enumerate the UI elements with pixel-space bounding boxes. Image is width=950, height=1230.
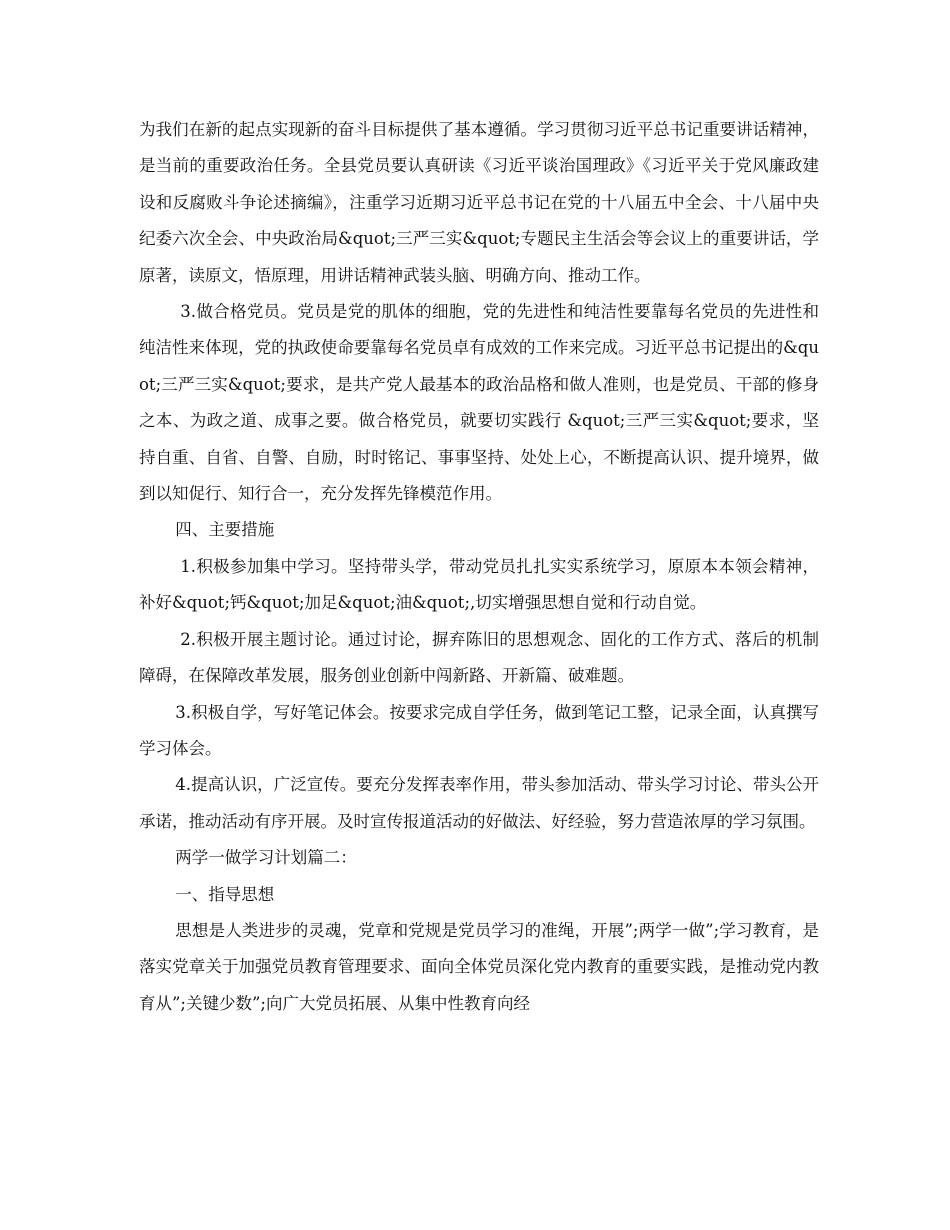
paragraph-guiding-ideology: 思想是人类进步的灵魂，党章和党规是党员学习的准绳，开展”;两学一做”;学习教育，是落实党章关于加强党员教育管理要求、面向全体党员深化党内教育的重要实践，是推动党内教育从”;关键少数”;向广大党员拓展、从集中性教育向经 (139, 920, 819, 1013)
paragraph-measure-3: 3.积极自学，写好笔记体会。按要求完成自学任务，做到笔记工整，记录全面，认真撰写学习体会。 (139, 702, 819, 758)
paragraph-measure-4: 4.提高认识，广泛宣传。要充分发挥表率作用，带头参加活动、带头学习讨论、带头公开承诺，推动活动有序开展。及时宣传报道活动的好做法、好经验，努力营造浓厚的学习氛围。 (139, 775, 819, 831)
paragraph-measure-2: 2.积极开展主题讨论。通过讨论，摒弃陈旧的思想观念、固化的工作方式、落后的机制障碍，在保障改革发展，服务创业创新中闯新路、开新篇、破难题。 (139, 629, 819, 686)
section-heading-guiding-ideology: 一、指导思想 (175, 884, 275, 904)
paragraph-study-speech: 为我们在新的起点实现新的奋斗目标提供了基本遵循。学习贯彻习近平总书记重要讲话精神，是当前的重要政治任务。全县党员要认真研读《习近平谈治国理政》《习近平关于党风廉政建设和反腐败斗争论述摘编》，注重学习近期习近平总书记在党的十八届五中全会、十八届中央纪委六次全会、中央政治局&quot;三严三实&quot;专题民主生活会等会议上的重要讲话，学原著，读原文，悟原理，用讲话精神武装头脑、明确方向、推动工作。 (139, 120, 819, 285)
paragraph-qualified-member: 3.做合格党员。党员是党的肌体的细胞，党的先进性和纯洁性要靠每名党员的先进性和纯洁性来体现，党的执政使命要靠每名党员卓有成效的工作来完成。习近平总书记提出的&quot;三严三实&quot;要求，是共产党人最基本的政治品格和做人准则，也是党员、干部的修身之本、为政之道、成事之要。做合格党员，就要切实践行 &quot;三严三实&quot;要求，坚持自重、自省、自警、自励，时时铭记、事事坚持、处处上心，不断提高认识、提升境界，做到以知促行、知行合一，充分发挥先锋模范作用。 (139, 302, 819, 504)
section-heading-main-measures: 四、主要措施 (175, 520, 275, 540)
document-body (139, 112, 819, 1022)
plan-title-part-two: 两学一做学习计划篇二： (175, 848, 357, 868)
paragraph-measure-1: 1.积极参加集中学习。坚持带头学，带动党员扎扎实实系统学习，原原本本领会精神，补好&quot;钙&quot;加足&quot;油&quot;,切实增强思想自觉和行动自觉。 (139, 556, 819, 613)
